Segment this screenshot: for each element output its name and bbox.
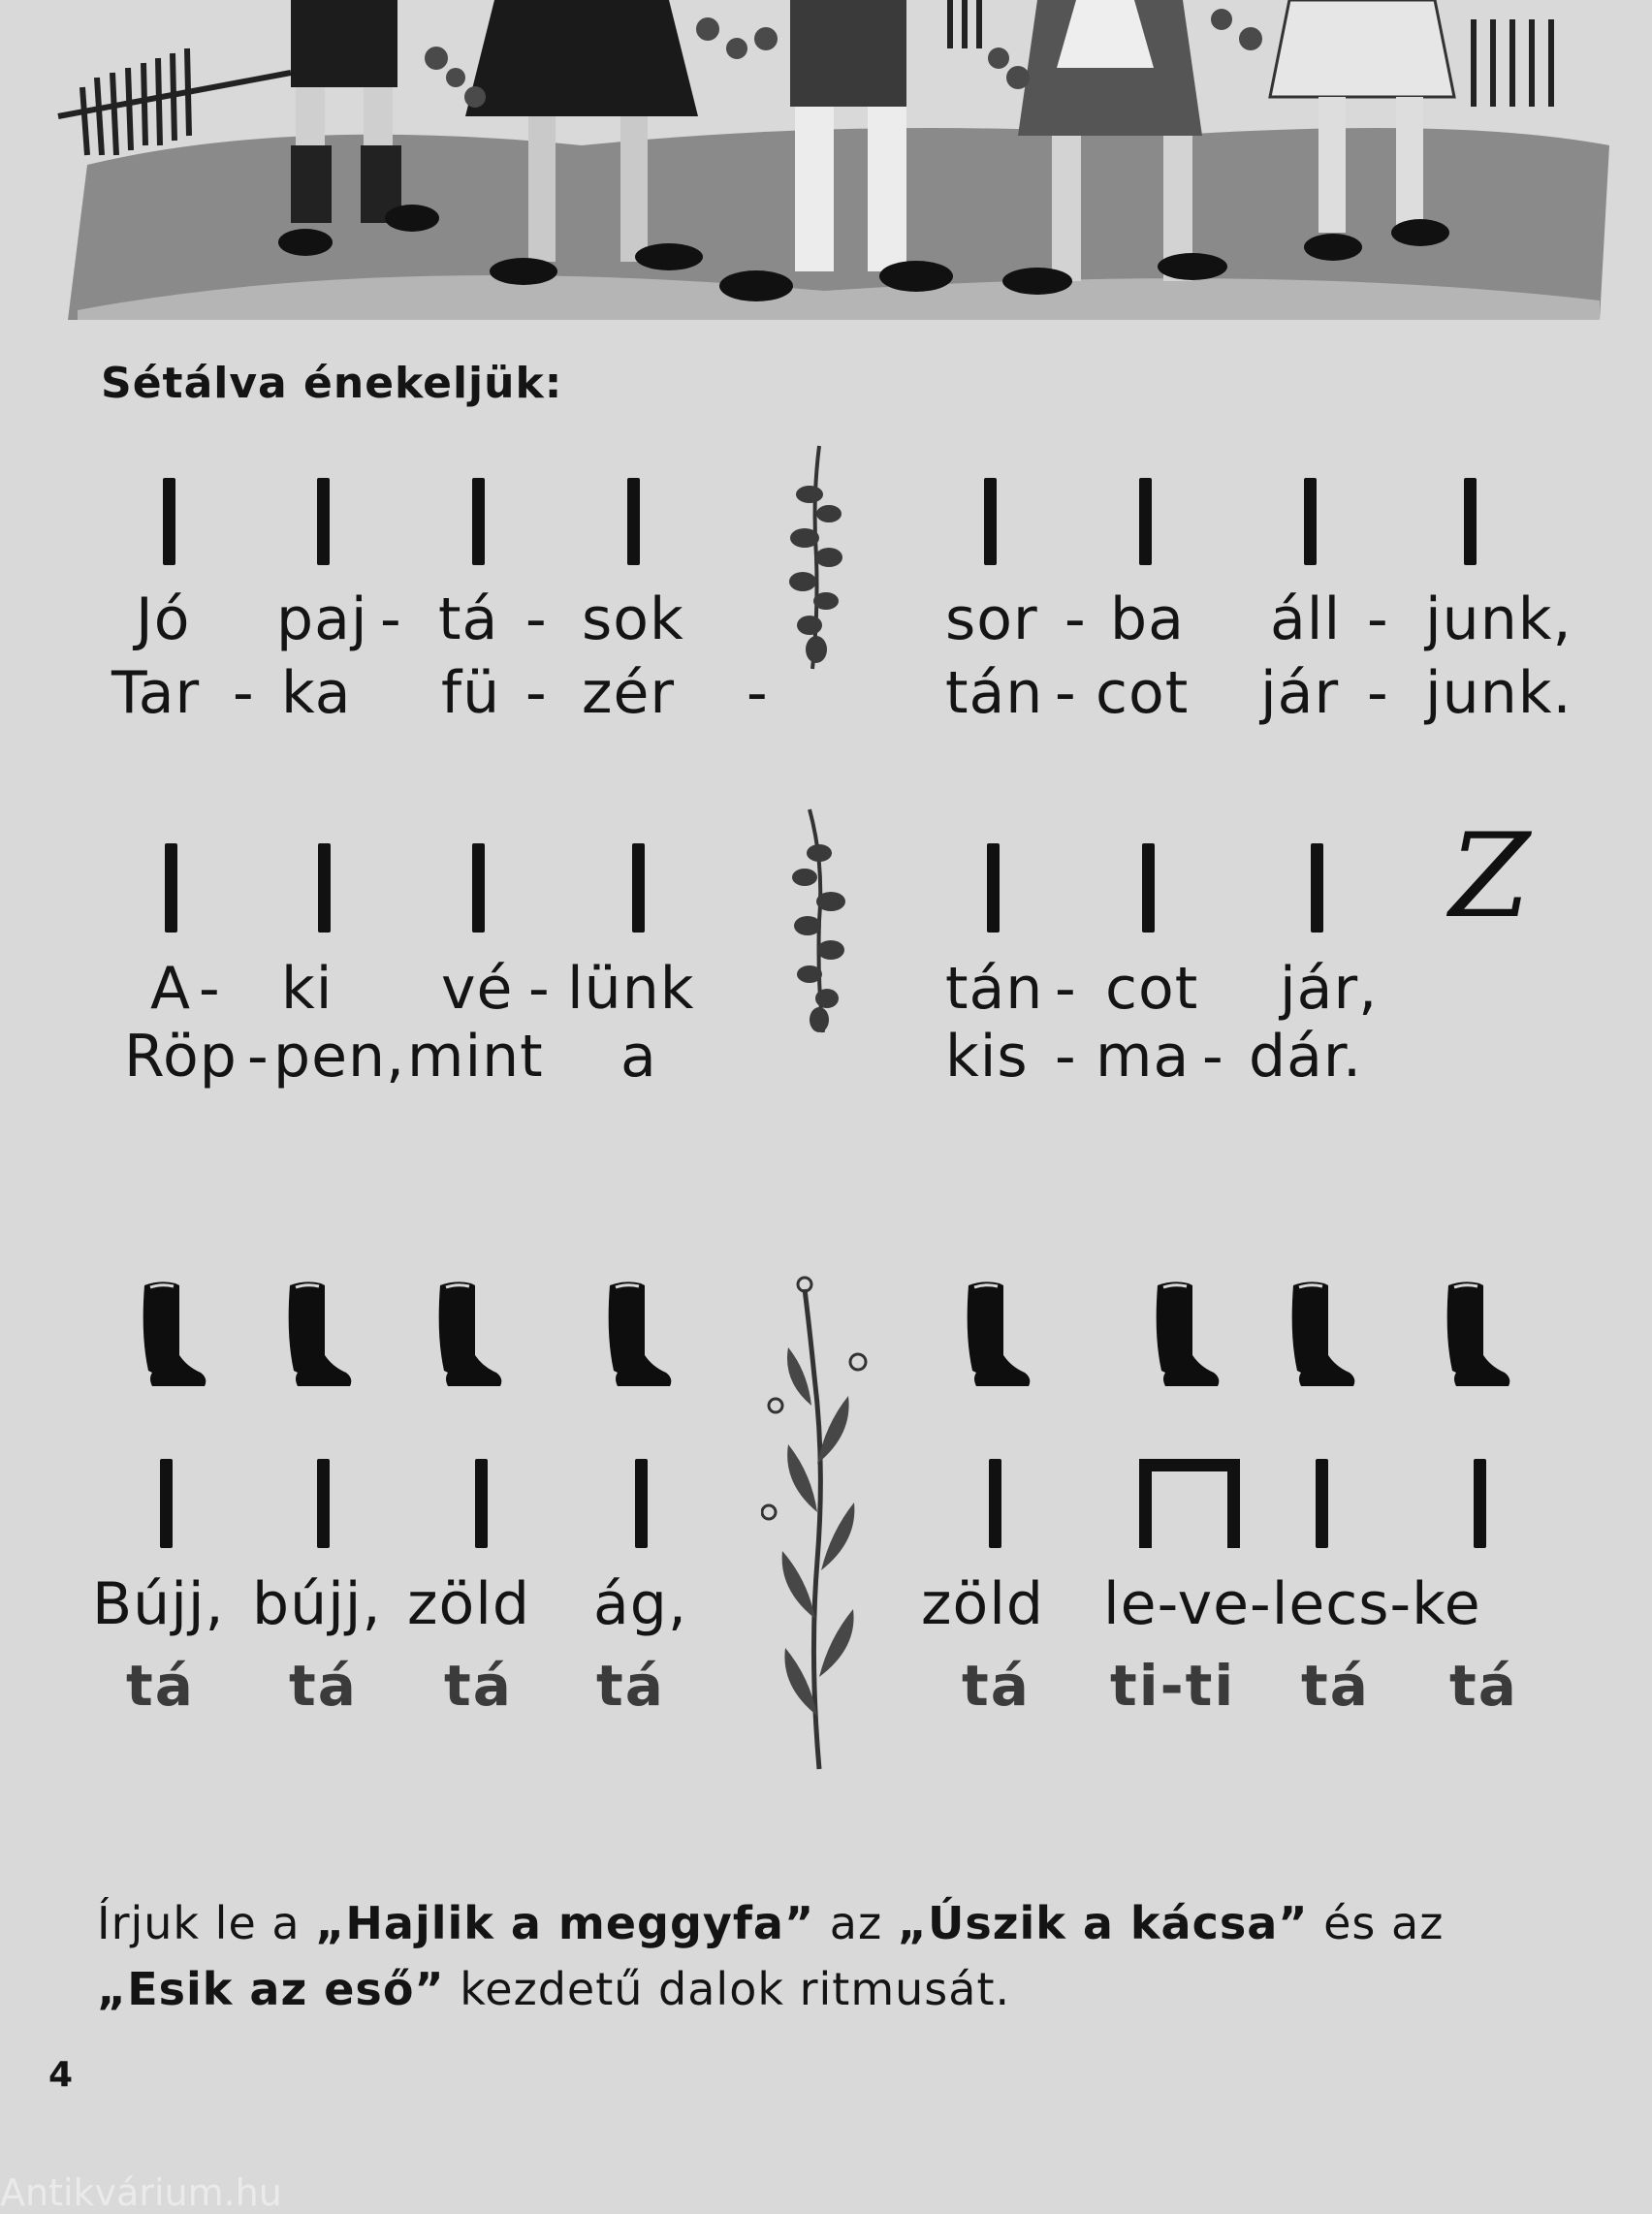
- lyric-hyphen: -: [1202, 1023, 1224, 1091]
- boot-icon: [955, 1278, 1032, 1394]
- lyric-hyphen: -: [247, 1023, 270, 1091]
- boot-icon: [1280, 1278, 1357, 1394]
- dancing-children-illustration: [0, 0, 1652, 320]
- quarter-note-bar: [165, 843, 177, 933]
- quarter-note-bar: [472, 843, 485, 933]
- lyric-hyphen: -: [1367, 659, 1389, 727]
- rhythm-syllable: tá: [1449, 1653, 1518, 1719]
- assignment-text: [97, 1890, 1444, 2022]
- quarter-note-bar: [317, 478, 330, 565]
- lyric-hyphen: -: [525, 659, 548, 727]
- lyric-syllable: kis: [945, 1023, 1029, 1091]
- lyric-syllable: fü: [441, 659, 501, 727]
- song-title: „Esik az eső”: [97, 1963, 445, 2015]
- lyric-hyphen: -: [528, 955, 551, 1023]
- quarter-note-bar: [627, 478, 640, 565]
- lyric-syllable: tá: [438, 585, 499, 653]
- lyric-syllable: sok: [582, 585, 684, 653]
- lyric-hyphen: -: [525, 585, 548, 653]
- lyric-syllable: pen,: [273, 1023, 406, 1091]
- rhythm-syllable: tá: [962, 1653, 1031, 1719]
- lyric-syllable: sor: [945, 585, 1038, 653]
- lyric-syllable: Röp: [124, 1023, 238, 1091]
- assignment-text-part: kezdetű dalok ritmusát.: [444, 1963, 1011, 2015]
- lyric-syllable: cot: [1105, 955, 1199, 1023]
- rhythm-syllable: tá: [126, 1653, 195, 1719]
- flower-garland-divider-icon: [780, 805, 858, 1037]
- quarter-note-bar: [1311, 843, 1323, 933]
- quarter-note-bar: [317, 1459, 330, 1548]
- lyric-syllable: ba: [1110, 585, 1185, 653]
- leafy-branch-divider-icon: [761, 1270, 877, 1774]
- eighth-note-pair-icon: [1139, 1459, 1246, 1551]
- lyric-word: ág,: [593, 1570, 687, 1638]
- lyric-word: Bújj,: [92, 1570, 225, 1638]
- flower-garland-divider-icon: [776, 441, 853, 674]
- quarter-note-bar: [632, 843, 645, 933]
- lyric-syllable: Jó: [136, 585, 191, 653]
- quarter-note-bar: [472, 478, 485, 565]
- quarter-note-bar: [160, 1459, 173, 1548]
- quarter-note-bar: [1142, 843, 1155, 933]
- quarter-note-bar: [1464, 478, 1477, 565]
- lyric-hyphen: -: [1055, 659, 1077, 727]
- quarter-note-bar: [475, 1459, 488, 1548]
- quarter-note-bar: [1316, 1459, 1328, 1548]
- lyric-syllable: tán: [945, 659, 1044, 727]
- quarter-rest-symbol: Z: [1449, 809, 1531, 944]
- lyric-hyphen: -: [1064, 585, 1087, 653]
- lyric-syllable: ki: [281, 955, 334, 1023]
- quarter-note-bar: [1474, 1459, 1486, 1548]
- boot-icon: [276, 1278, 354, 1394]
- watermark: Antikvárium.hu: [0, 2171, 282, 2214]
- lyric-hyphen: -: [380, 585, 402, 653]
- quarter-note-bar: [984, 478, 997, 565]
- intro-instruction: Sétálva énekeljük:: [101, 359, 563, 408]
- boot-icon: [596, 1278, 674, 1394]
- quarter-note-bar: [987, 843, 1000, 933]
- lyric-word: le-ve-lecs-ke: [1103, 1570, 1481, 1638]
- lyric-syllable: lünk: [567, 955, 695, 1023]
- lyric-word: zöld: [407, 1570, 530, 1638]
- assignment-text-part: az: [814, 1897, 898, 1949]
- quarter-note-bar: [989, 1459, 1001, 1548]
- rhythm-syllable: tá: [444, 1653, 513, 1719]
- lyric-syllable: ma: [1096, 1023, 1191, 1091]
- assignment-text-part: és az: [1308, 1897, 1445, 1949]
- lyric-syllable: tán: [945, 955, 1044, 1023]
- quarter-note-bar: [163, 478, 175, 565]
- lyric-syllable: jár,: [1280, 955, 1379, 1023]
- lyric-syllable: paj: [276, 585, 368, 653]
- lyric-syllable: zér: [582, 659, 676, 727]
- lyric-hyphen: -: [1367, 585, 1389, 653]
- lyric-syllable: ka: [281, 659, 352, 727]
- lyric-syllable: cot: [1096, 659, 1190, 727]
- boot-icon: [1144, 1278, 1222, 1394]
- lyric-syllable: A: [150, 955, 192, 1023]
- song-title: „Hajlik a meggyfa”: [315, 1897, 815, 1949]
- lyric-hyphen: -: [1055, 955, 1077, 1023]
- assignment-text-part: Írjuk le a: [97, 1897, 316, 1949]
- lyric-hyphen: -: [233, 659, 255, 727]
- page-number: 4: [48, 2055, 74, 2095]
- boot-icon: [427, 1278, 504, 1394]
- lyric-syllable: junk,: [1425, 585, 1573, 653]
- lyric-hyphen: -: [1055, 1023, 1077, 1091]
- rhythm-syllable: tá: [289, 1653, 358, 1719]
- lyric-syllable: áll: [1270, 585, 1342, 653]
- lyric-word: bújj,: [252, 1570, 382, 1638]
- lyric-hyphen: -: [747, 659, 769, 727]
- lyric-syllable: junk.: [1425, 659, 1573, 727]
- lyric-syllable: jár: [1260, 659, 1340, 727]
- boot-icon: [131, 1278, 208, 1394]
- lyric-hyphen: -: [199, 955, 221, 1023]
- song-title: „Úszik a kácsa”: [897, 1897, 1309, 1949]
- quarter-note-bar: [635, 1459, 648, 1548]
- lyric-syllable: mint: [407, 1023, 544, 1091]
- lyric-syllable: dár.: [1249, 1023, 1363, 1091]
- lyric-syllable: a: [620, 1023, 657, 1091]
- quarter-note-bar: [318, 843, 331, 933]
- quarter-note-bar: [1304, 478, 1317, 565]
- lyric-syllable: vé: [441, 955, 514, 1023]
- rhythm-syllable: ti-ti: [1110, 1653, 1236, 1719]
- boot-icon: [1435, 1278, 1512, 1394]
- rhythm-syllable: tá: [1301, 1653, 1370, 1719]
- quarter-note-bar: [1139, 478, 1152, 565]
- lyric-word: zöld: [921, 1570, 1044, 1638]
- rhythm-syllable: tá: [596, 1653, 665, 1719]
- lyric-syllable: Tar: [111, 659, 201, 727]
